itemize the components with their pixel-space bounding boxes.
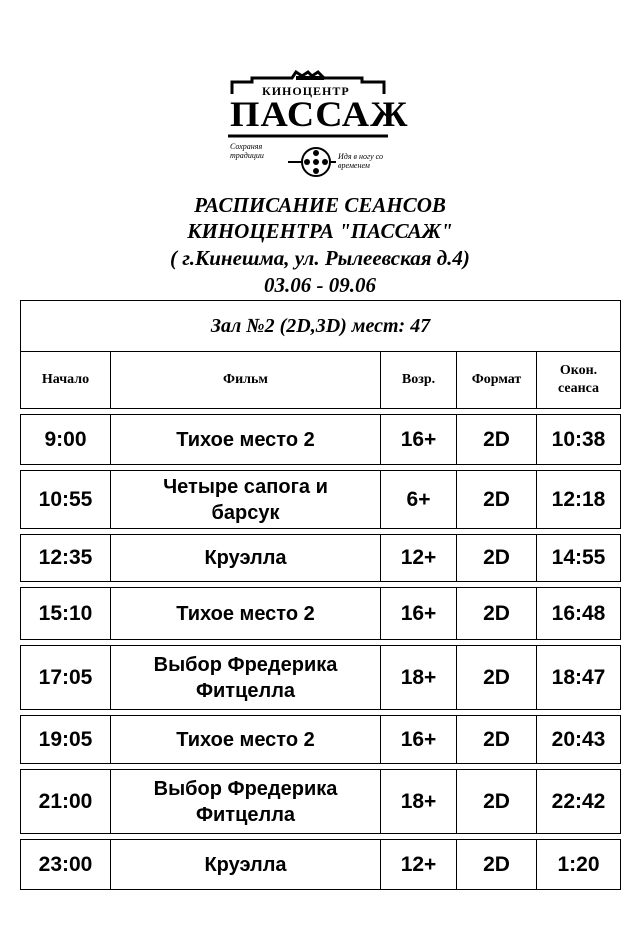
session-film: Тихое место 2 [111, 588, 381, 640]
session-end: 10:38 [537, 415, 621, 465]
session-format: 2D [457, 840, 537, 890]
session-start: 21:00 [21, 770, 111, 834]
session-age: 12+ [381, 840, 457, 890]
session-start: 12:35 [21, 535, 111, 582]
session-end: 1:20 [537, 840, 621, 890]
logo-name: ПАССАЖ [230, 94, 409, 134]
schedule-table [20, 300, 621, 890]
cinema-address: ( г.Кинешма, ул. Рылеевская д.4) [170, 246, 470, 270]
session-age: 18+ [381, 770, 457, 834]
column-format: Формат [457, 352, 537, 409]
cinema-name: КИНОЦЕНТРА "ПАССАЖ" [187, 219, 453, 243]
session-end: 20:43 [537, 716, 621, 764]
logo-subtitle: КИНОЦЕНТР [262, 84, 350, 98]
schedule-title: РАСПИСАНИЕ СЕАНСОВ [194, 193, 446, 217]
session-age: 16+ [381, 588, 457, 640]
session-row [21, 535, 621, 582]
cinema-logo [222, 70, 409, 188]
session-row [21, 840, 621, 890]
session-format: 2D [457, 535, 537, 582]
column-header-row [21, 352, 621, 409]
session-age: 16+ [381, 716, 457, 764]
hall-info: Зал №2 (2D,3D) мест: 47 [21, 301, 621, 352]
session-format: 2D [457, 415, 537, 465]
session-film: Выбор Фредерика Фитцелла [111, 770, 381, 834]
session-format: 2D [457, 471, 537, 529]
session-age: 12+ [381, 535, 457, 582]
session-end: 14:55 [537, 535, 621, 582]
session-format: 2D [457, 770, 537, 834]
session-film: Четыре сапога и барсук [111, 471, 381, 529]
session-row [21, 471, 621, 529]
session-row [21, 588, 621, 640]
session-end: 12:18 [537, 471, 621, 529]
session-age: 18+ [381, 646, 457, 710]
session-film: Тихое место 2 [111, 415, 381, 465]
session-start: 19:05 [21, 716, 111, 764]
session-format: 2D [457, 588, 537, 640]
column-film: Фильм [111, 352, 381, 409]
session-format: 2D [457, 716, 537, 764]
session-end: 18:47 [537, 646, 621, 710]
column-end-line1: Окон. [559, 363, 598, 378]
session-row [21, 716, 621, 764]
session-row [21, 646, 621, 710]
column-end [537, 352, 621, 409]
session-row [21, 415, 621, 465]
session-start: 10:55 [21, 471, 111, 529]
session-age: 16+ [381, 415, 457, 465]
session-film: Тихое место 2 [111, 716, 381, 764]
column-start: Начало [21, 352, 111, 409]
session-end: 22:42 [537, 770, 621, 834]
session-film: Круэлла [111, 840, 381, 890]
column-age: Возр. [381, 352, 457, 409]
session-format: 2D [457, 646, 537, 710]
session-start: 23:00 [21, 840, 111, 890]
session-end: 16:48 [537, 588, 621, 640]
session-row [21, 770, 621, 834]
session-start: 15:10 [21, 588, 111, 640]
session-age: 6+ [381, 471, 457, 529]
column-end-line2: сеанса [557, 381, 600, 396]
logo-tagline-left: Сохраняя традиции [230, 142, 264, 160]
session-start: 17:05 [21, 646, 111, 710]
session-start: 9:00 [21, 415, 111, 465]
session-film: Выбор Фредерика Фитцелла [111, 646, 381, 710]
session-film: Круэлла [111, 535, 381, 582]
logo-tagline-right: Идя в ногу со временем [338, 152, 384, 170]
schedule-dates: 03.06 - 09.06 [264, 273, 376, 297]
